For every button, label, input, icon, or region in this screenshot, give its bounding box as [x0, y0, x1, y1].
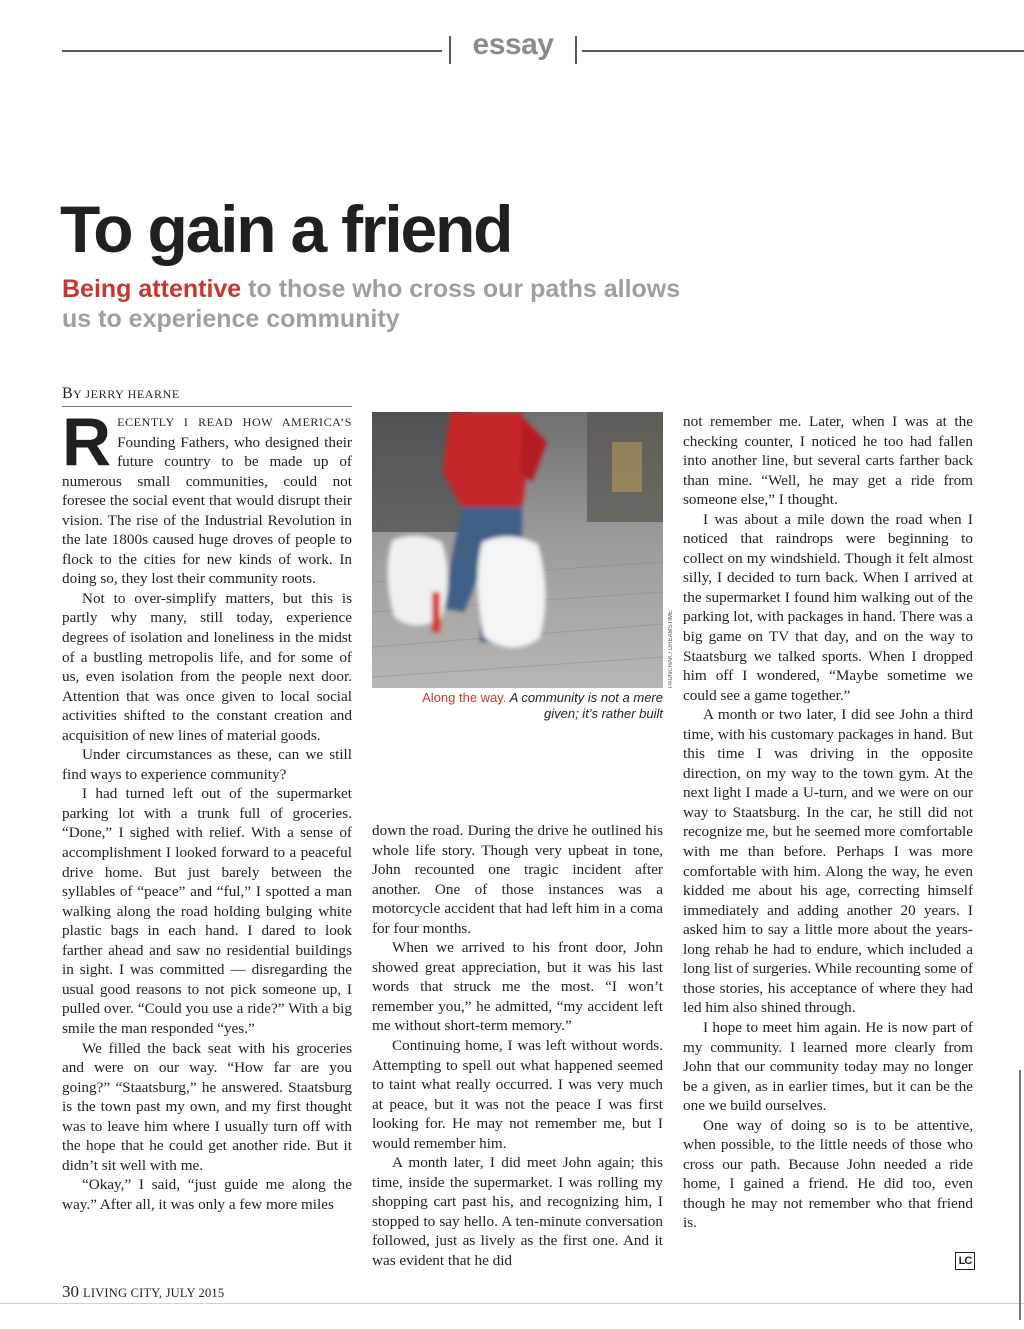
- caption-text: A community is not a mere given; it’s rather built: [506, 690, 663, 721]
- byline-initial: B: [62, 385, 73, 402]
- article-subtitle: [62, 274, 702, 334]
- photo-caption: [412, 690, 663, 722]
- caption-lead: Along the way.: [422, 690, 507, 705]
- article-title: To gain a friend: [60, 192, 512, 266]
- photo-credit: PAUNCHAK / DREAMSTIME: [668, 610, 674, 688]
- page-footer: [62, 1282, 224, 1302]
- paragraph: One way of doing so is to be attentive, when possible, to the little needs of those who cross our path. Because John needed a ride home, I gained a friend. He did too, even though he may not remember who that friend is.: [683, 1116, 973, 1232]
- subtitle-rest: to those who cross our paths allows us to experience community: [62, 275, 681, 333]
- drop-cap: R: [62, 404, 112, 480]
- article-column-1: [62, 404, 352, 1214]
- living-city-end-mark-logo: LC: [955, 1252, 975, 1270]
- publication-info: LIVING CITY, JULY 2015: [83, 1286, 225, 1300]
- opening-small-caps: ECENTLY I READ HOW AMERICA’S: [117, 415, 352, 429]
- page-edge-line: [1019, 1070, 1021, 1320]
- paragraph: “Okay,” I said, “just guide me along the way.” After all, it was only a few more miles: [62, 1176, 352, 1213]
- paragraph: not remember me. Later, when I was at the checking counter, I noticed he too had fallen into another line, but several carts farther back than mine. “Well, he may get a ride from someone else,” I thought.: [683, 413, 973, 509]
- paragraph: A month or two later, I did see John a third time, with his customary packages in hand. But this time I was driving in the opposite direction, on my way to the town gym. At the next light I made a U-turn, and we were on our way to Staatsburg. In the car, he still did not recognize me, but he seemed more comfortable with me than before. Perhaps I was more comfortable with him. Along the way, he even kidded me about his age, correcting himself immediately and adding another 20 years. I asked him to say a little more about the years-long rehab he had to endure, which included a long list of surgeries. While recounting some of those stories, his acceptance of where they had led him also shined through.: [683, 706, 973, 1017]
- paragraph: I had turned left out of the supermarket parking lot with a trunk full of groceries. “Done,” I sighed with relief. With a sense of accomplishment I looked forward to a peaceful drive home. But just barely between the syllables of “peace” and “ful,” I spotted a man walking along the road holding bulging white plastic bags in each hand. I dared to look farther ahead and saw no residential buildings in sight. I was committed — disregarding the usual good reasons to not pick someone up, I pulled over. “Could you use a ride?” With a big smile the man responded “yes.”: [62, 785, 352, 1037]
- paragraph: A month later, I did meet John again; this time, inside the supermarket. I was rolling my shopping cart past his, and recognizing him, I stopped to say hello. A ten-minute conversation followed, just as lively as the first one. And it was evident that he did: [372, 1154, 663, 1270]
- article-column-2: [372, 821, 663, 1271]
- section-label: essay: [472, 28, 554, 61]
- page-number: 30: [62, 1282, 79, 1301]
- header-rule-right: [582, 50, 1024, 52]
- paragraph: down the road. During the drive he outlined his whole life story. Though very upbeat in tone, John recounted one tragic incident after another. One of those instances was a motorcycle accident that had left him in a coma for four months.: [372, 822, 663, 937]
- subtitle-accent: Being attentive: [62, 275, 242, 303]
- article-column-3: [683, 412, 973, 1233]
- paragraph: Not to over-simplify matters, but this is partly why many, still today, experience degrees of isolation and loneliness in the midst of a bustling metropolis life, and for some of us, even isolation from the people next door. Attention that was once given to local social activities shifted to the constant creation and acquisition of new lines of material goods.: [62, 589, 352, 744]
- paragraph: Continuing home, I was left without words. Attempting to spell out what happened seemed to taint what really occurred. I was very much at peace, but it was not the peace I was first looking for. He may not remember me, but I would remember him.: [372, 1037, 663, 1152]
- paragraph: Under circumstances as these, can we still find ways to experience community?: [62, 746, 352, 783]
- paragraph: We filled the back seat with his groceries and were on our way. “How far are you going?” “Staatsburg,” he answered. Staatsburg is the town past my own, and my first thought was to leave him where I usually turn off with the hope that he could get another ride. But it didn’t sit well with me.: [62, 1039, 352, 1174]
- article-photo: [372, 412, 663, 688]
- paragraph: When we arrived to his front door, John showed great appreciation, but it was his last words that struck me the most. “I won’t remember you,” he admitted, “my accident left me without short-term memory.”: [372, 939, 663, 1035]
- byline-name: Y JERRY HEARNE: [72, 387, 180, 401]
- man-with-shopping-bags-image: [372, 412, 663, 688]
- paragraph: I was about a mile down the road when I noticed that raindrops were beginning to collect on my windshield. Though it felt almost silly, I decided to turn back. When I arrived at the supermarket I found him walking out of the parking lot, with packages in hand. There was a big game on TV that day, and on the way to Staatsburg we talked sports. When I dropped him off I wondered, “Maybe sometime we could see a game together.”: [683, 510, 973, 704]
- bottom-rule: [0, 1303, 1024, 1304]
- paragraph: RECENTLY I READ HOW AMERICA’S Founding Fathers, who designed their future country to be made up of numerous small communities, could not foresee the social event that would disrupt their vision. The rise of the Industrial Revolution in the late 1800s caused huge droves of people to flock to the cities for new kinds of work. In doing so, they lost their community roots.: [62, 404, 352, 588]
- paragraph: I hope to meet him again. He is now part of my community. I learned more clearly from John that our community today may no longer be a given, as in earlier times, but it can be the one we build ourselves.: [683, 1018, 973, 1115]
- header-rule-left: [62, 50, 442, 52]
- header-rule-tick-right: [575, 36, 577, 64]
